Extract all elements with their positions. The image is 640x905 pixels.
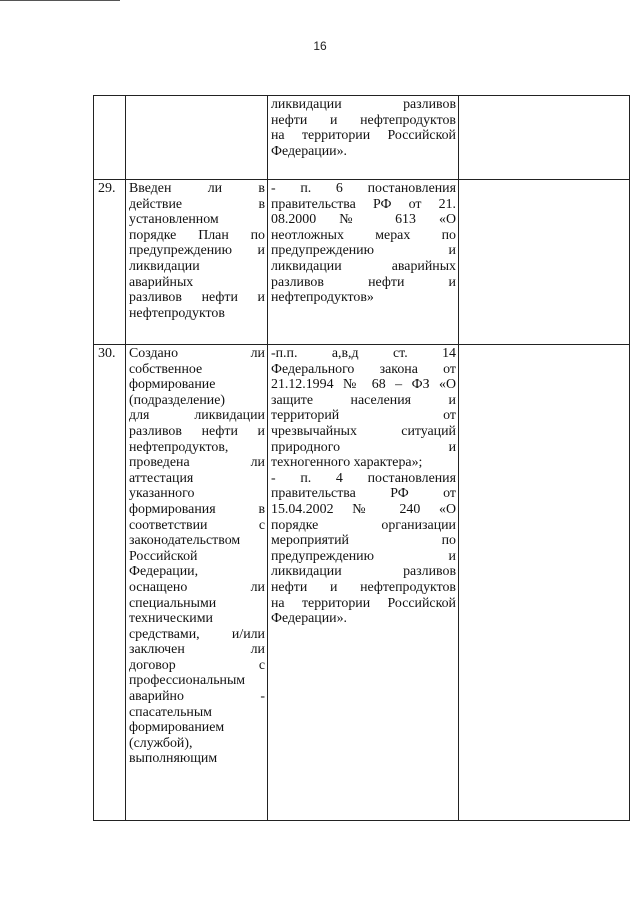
- text-line: защите населения и: [271, 392, 456, 408]
- text-line: Российской: [129, 548, 198, 564]
- requirements-table: [93, 95, 630, 821]
- text-line: Введен ли в: [129, 181, 265, 196]
- empty-cell: [459, 96, 630, 180]
- text-line: территорий от: [271, 408, 456, 424]
- text-line: нефти и нефтепродуктов: [271, 112, 456, 128]
- text-line: мероприятий по: [271, 533, 456, 549]
- table-row: [94, 96, 630, 180]
- text-line: разливов нефти и: [129, 423, 265, 439]
- text-line: Федерации».: [271, 143, 348, 159]
- text-line: выполняющим: [129, 751, 218, 767]
- text-line: собственное: [129, 361, 203, 377]
- empty-cell: [459, 180, 630, 345]
- text-line: нефти и нефтепродуктов: [271, 579, 456, 595]
- text-line: природного и: [271, 439, 456, 455]
- text-line: формированием: [129, 720, 225, 736]
- text-line: предупреждению и: [271, 243, 456, 259]
- empty-cell: [459, 345, 630, 821]
- text-line: нефтепродуктов: [129, 305, 225, 321]
- question-cell: [126, 180, 268, 345]
- text-line: действие в: [129, 196, 265, 212]
- text-line: разливов нефти и: [271, 274, 456, 290]
- text-line: заключен ли: [129, 642, 265, 658]
- text-line: Федерального закона от: [271, 361, 456, 377]
- text-line: 08.2000 № 613 «О: [271, 212, 456, 228]
- text-line: нефтепродуктов»: [271, 290, 374, 306]
- text-line: чрезвычайных ситуаций: [271, 423, 456, 439]
- text-line: Федерации,: [129, 564, 199, 580]
- text-line: техническими: [129, 611, 213, 627]
- row-number: 29.: [94, 180, 126, 345]
- text-line: специальными: [129, 595, 217, 611]
- text-line: ликвидации: [129, 258, 200, 274]
- text-line: - п. 4 постановления: [271, 470, 456, 486]
- text-line: ликвидации аварийных: [271, 258, 456, 274]
- text-line: ликвидации разливов: [271, 564, 456, 580]
- text-line: на территории Российской: [271, 595, 456, 611]
- text-line: формирования в: [129, 501, 265, 517]
- reference-cell: [268, 180, 459, 345]
- table-row: [94, 180, 630, 345]
- text-line: на территории Российской: [271, 128, 456, 144]
- reference-cell: [268, 96, 459, 180]
- text-line: оснащено ли: [129, 579, 265, 595]
- question-cell: [126, 345, 268, 821]
- text-line: предупреждению и: [129, 243, 265, 259]
- text-line: Федерации».: [271, 611, 348, 627]
- text-line: правительства РФ от: [271, 486, 456, 502]
- text-line: - п. 6 постановления: [271, 181, 456, 196]
- text-line: формирование: [129, 377, 216, 393]
- table-row: [94, 345, 630, 821]
- text-line: разливов нефти и: [129, 290, 265, 306]
- text-line: проведена ли: [129, 455, 265, 471]
- text-line: аттестация: [129, 470, 194, 486]
- text-line: Создано ли: [129, 346, 265, 361]
- text-line: нефтепродуктов,: [129, 439, 229, 455]
- text-line: договор с: [129, 657, 265, 673]
- text-line: указанного: [129, 486, 195, 502]
- text-line: техногенного характера»;: [271, 455, 423, 471]
- text-line: 21.12.1994 № 68 – ФЗ «О: [271, 377, 456, 393]
- text-line: аварийно -: [129, 689, 265, 705]
- top-rule: [0, 0, 120, 1]
- text-line: порядке организации: [271, 517, 456, 533]
- question-cell: [126, 96, 268, 180]
- text-line: (подразделение): [129, 392, 226, 408]
- text-line: предупреждению и: [271, 548, 456, 564]
- text-line: спасательным: [129, 704, 212, 720]
- text-line: установленном: [129, 212, 219, 228]
- text-line: средствами, и/или: [129, 626, 265, 642]
- text-line: неотложных мерах по: [271, 227, 456, 243]
- row-number: 30.: [94, 345, 126, 821]
- page-number: 16: [313, 39, 327, 53]
- text-line: порядке План по: [129, 227, 265, 243]
- text-line: (службой),: [129, 735, 193, 751]
- text-line: ликвидации разливов: [271, 97, 456, 112]
- text-line: профессиональным: [129, 673, 246, 689]
- text-line: аварийных: [129, 274, 194, 290]
- text-line: для ликвидации: [129, 408, 265, 424]
- row-number: [94, 96, 126, 180]
- text-line: правительства РФ от 21.: [271, 196, 456, 212]
- text-line: законодательством: [129, 533, 241, 549]
- reference-cell: [268, 345, 459, 821]
- text-line: 15.04.2002 № 240 «О: [271, 501, 456, 517]
- text-line: -п.п. а,в,д ст. 14: [271, 346, 456, 361]
- text-line: соответствии с: [129, 517, 265, 533]
